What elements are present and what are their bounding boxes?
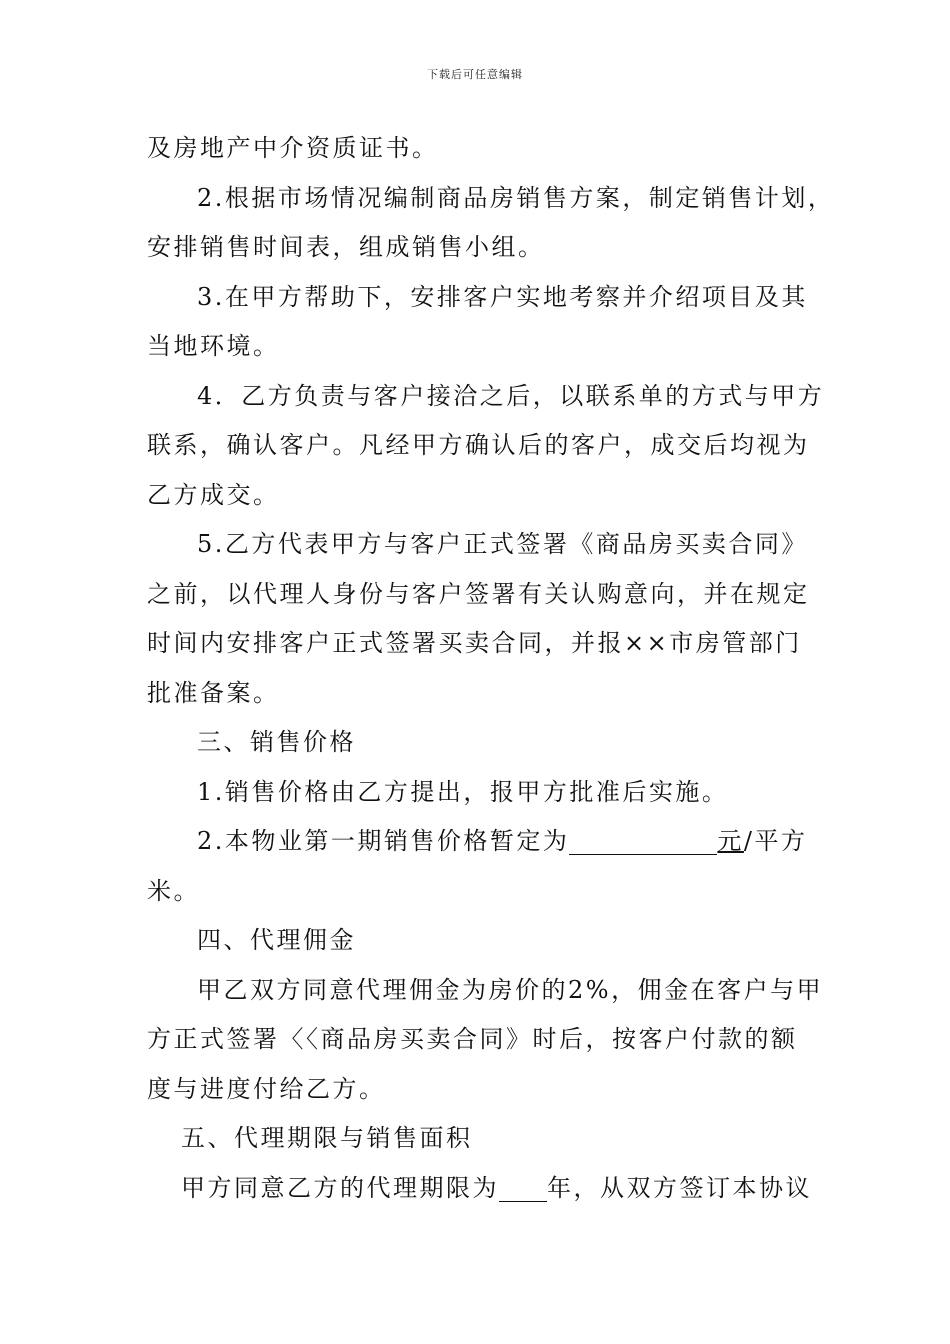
paragraph-line: 米。 xyxy=(147,876,200,905)
commission-clause: 甲乙双方同意代理佣金为房价的2%，佣金在客户与甲 xyxy=(197,975,824,1004)
paragraph-line: 时间内安排客户正式签署买卖合同，并报××市房管部门 xyxy=(147,629,802,657)
clause-4: 4．乙方负责与客户接洽之后，以联系单的方式与甲方 xyxy=(197,381,825,410)
paragraph-line: 当地环境。 xyxy=(147,332,280,360)
section-heading-commission: 四、代理佣金 xyxy=(197,926,356,954)
paragraph-line: 度与进度付给乙方。 xyxy=(147,1074,386,1103)
document-body xyxy=(147,124,835,1213)
clause-5: 5.乙方代表甲方与客户正式签署《商品房买卖合同》 xyxy=(197,530,808,558)
section-heading-term: 五、代理期限与销售面积 xyxy=(181,1124,473,1152)
paragraph-line: 联系，确认客户。凡经甲方确认后的客户，成交后均视为 xyxy=(147,431,810,459)
paragraph-line: 方正式签署〈〈商品房买卖合同》时后，按客户付款的额 xyxy=(147,1025,798,1053)
clause-3: 3.在甲方帮助下，安排客户实地考察并介绍项目及其 xyxy=(197,282,808,311)
price-clause-text: 2.本物业第一期销售价格暂定为 xyxy=(197,827,570,855)
paragraph-line: 乙方成交。 xyxy=(147,480,280,509)
section-heading-price: 三、销售价格 xyxy=(197,728,356,756)
price-blank xyxy=(569,830,717,855)
price-unit-area: /平方 xyxy=(743,827,808,855)
paragraph-line: 批准备案。 xyxy=(147,678,280,707)
paragraph-line: 安排销售时间表，组成销售小组。 xyxy=(147,233,545,261)
term-clause-suffix: 年，从双方签订本协议 xyxy=(547,1173,812,1202)
price-clause-2 xyxy=(147,817,812,867)
paragraph-line: 及房地产中介资质证书。 xyxy=(147,134,439,162)
term-clause-text: 甲方同意乙方的代理期限为 xyxy=(181,1173,499,1202)
term-years-blank xyxy=(499,1177,547,1202)
paragraph-line: 之前，以代理人身份与客户签署有关认购意向，并在规定 xyxy=(147,579,810,608)
price-unit-yuan: 元 xyxy=(717,827,744,855)
page-header: 下载后可任意编辑 xyxy=(427,68,523,81)
clause-2: 2.根据市场情况编制商品房销售方案，制定销售计划， xyxy=(197,183,835,212)
price-clause-1: 1.销售价格由乙方提出，报甲方批准后实施。 xyxy=(197,777,729,806)
term-clause xyxy=(147,1164,812,1214)
